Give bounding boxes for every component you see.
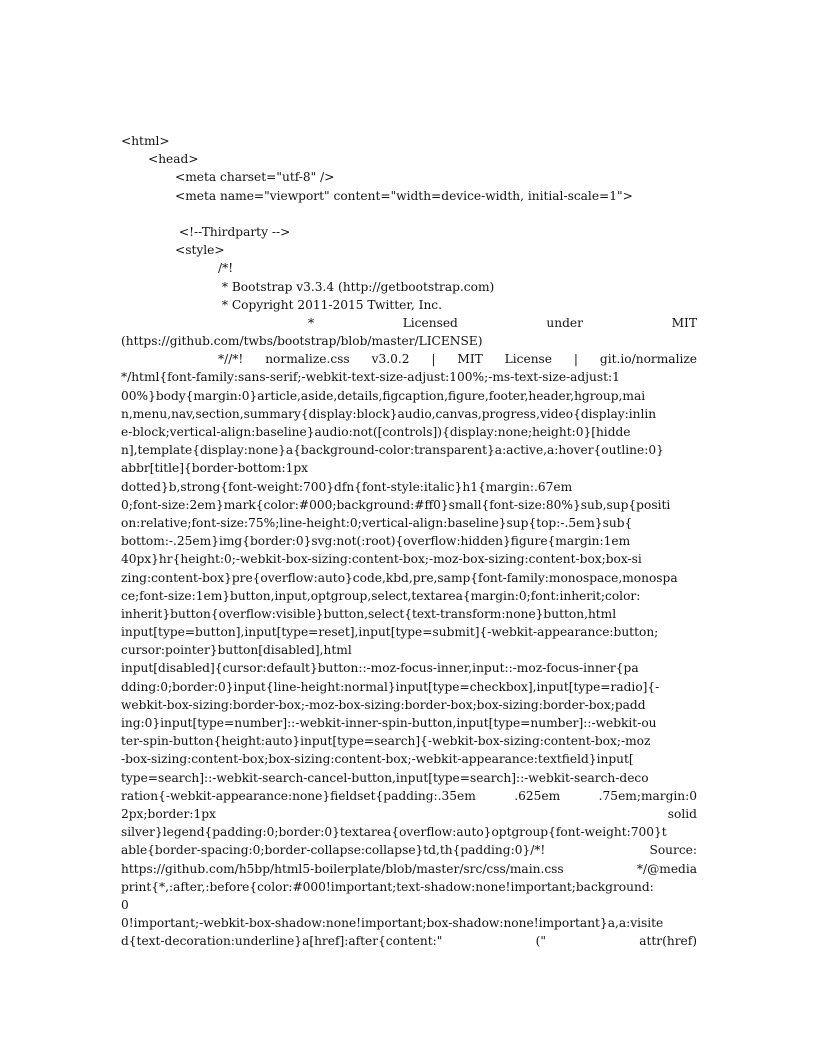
code-line: type=search]::-webkit-search-cancel-button,input[type=search]::-webkit-search-deco	[121, 770, 649, 785]
code-line: print{*,:after,:before{color:#000!important;text-shadow:none!important;background:	[121, 879, 654, 894]
code-line: * Bootstrap v3.3.4 (http://getbootstrap.com)	[218, 279, 495, 294]
code-line: ing:0}input[type=number]::-webkit-inner-spin-button,input[type=number]::-webkit-ou	[121, 716, 657, 730]
code-line: 0;font-size:2em}mark{color:#000;background:#ff0}small{font-size:80%}sub,sup{positi	[121, 497, 671, 512]
code-line: inherit}button{overflow:visible}button,select{text-transform:none}button,html	[121, 606, 617, 621]
code-line: input[type=button],input[type=reset],input[type=submit]{-webkit-appearance:button;	[121, 625, 659, 640]
code-line: (https://github.com/twbs/bootstrap/blob/master/LICENSE)	[121, 334, 483, 349]
code-listing	[121, 132, 697, 950]
code-line: * Licensed under MIT	[308, 315, 697, 330]
code-line: /*!	[218, 261, 234, 276]
code-line: silver}legend{padding:0;border:0}textarea{overflow:auto}optgroup{font-weight:700}t	[121, 825, 667, 840]
code-line: cursor:pointer}button[disabled],html	[121, 643, 352, 658]
code-line: <style>	[175, 243, 225, 258]
code-line: ce;font-size:1em}button,input,optgroup,select,textarea{margin:0;font:inherit;color:	[121, 588, 641, 603]
blank-line	[121, 205, 697, 223]
code-line: <meta charset="utf-8" />	[175, 170, 335, 185]
code-line: abbr[title]{border-bottom:1px	[121, 461, 309, 476]
code-line: webkit-box-sizing:border-box;-moz-box-sizing:border-box;box-sizing:border-box;padd	[121, 697, 646, 712]
code-line: <html>	[121, 134, 170, 148]
code-line: *//*! normalize.css v3.0.2 | MIT License | git.io/normalize	[218, 352, 697, 367]
code-line: d{text-decoration:underline}a[href]:after{content:" (" attr(href)	[121, 934, 697, 949]
code-line: 2px;border:1px solid	[121, 806, 697, 821]
code-line: bottom:-.25em}img{border:0}svg:not(:root){overflow:hidden}figure{margin:1em	[121, 534, 631, 549]
code-line: zing:content-box}pre{overflow:auto}code,kbd,pre,samp{font-family:monospace,monospa	[121, 570, 678, 585]
code-line: <!--Thirdparty -->	[175, 224, 291, 239]
code-line: n],template{display:none}a{background-color:transparent}a:active,a:hover{outline:0}	[121, 443, 664, 458]
code-line: * Copyright 2011-2015 Twitter, Inc.	[218, 297, 442, 312]
code-line: 0!important;-webkit-box-shadow:none!important;box-shadow:none!important}a,a:visite	[121, 916, 664, 931]
code-line: input[disabled]{cursor:default}button::-moz-focus-inner,input::-moz-focus-inner{pa	[121, 661, 639, 676]
code-line: ration{-webkit-appearance:none}fieldset{padding:.35em .625em .75em;margin:0	[121, 788, 697, 803]
code-line: <head>	[148, 152, 199, 167]
code-line: <meta name="viewport" content="width=device-width, initial-scale=1">	[175, 188, 633, 203]
code-line: 00%}body{margin:0}article,aside,details,figcaption,figure,footer,header,hgroup,mai	[121, 388, 646, 403]
code-line: e-block;vertical-align:baseline}audio:not([controls]){display:none;height:0}[hidde	[121, 425, 631, 439]
code-line: ter-spin-button{height:auto}input[type=search]{-webkit-box-sizing:content-box;-moz	[121, 734, 651, 749]
code-line: dotted}b,strong{font-weight:700}dfn{font-style:italic}h1{margin:.67em	[121, 479, 573, 494]
code-line: */html{font-family:sans-serif;-webkit-text-size-adjust:100%;-ms-text-size-adjust:1	[121, 370, 620, 385]
code-line: n,menu,nav,section,summary{display:block}audio,canvas,progress,video{display:inlin	[121, 406, 657, 421]
code-line: https://github.com/h5bp/html5-boilerplate/blob/master/src/css/main.css */@media	[121, 861, 697, 876]
code-line: on:relative;font-size:75%;line-height:0;vertical-align:baseline}sup{top:-.5em}sub{	[121, 515, 633, 530]
code-line: 40px}hr{height:0;-webkit-box-sizing:content-box;-moz-box-sizing:content-box;box-si	[121, 552, 642, 567]
code-line: able{border-spacing:0;border-collapse:collapse}td,th{padding:0}/*! Source:	[121, 843, 697, 858]
code-line: -box-sizing:content-box;box-sizing:content-box;-webkit-appearance:textfield}input[	[121, 752, 634, 767]
code-line: 0	[121, 897, 129, 912]
code-line: dding:0;border:0}input{line-height:normal}input[type=checkbox],input[type=radio]{-	[121, 679, 660, 694]
